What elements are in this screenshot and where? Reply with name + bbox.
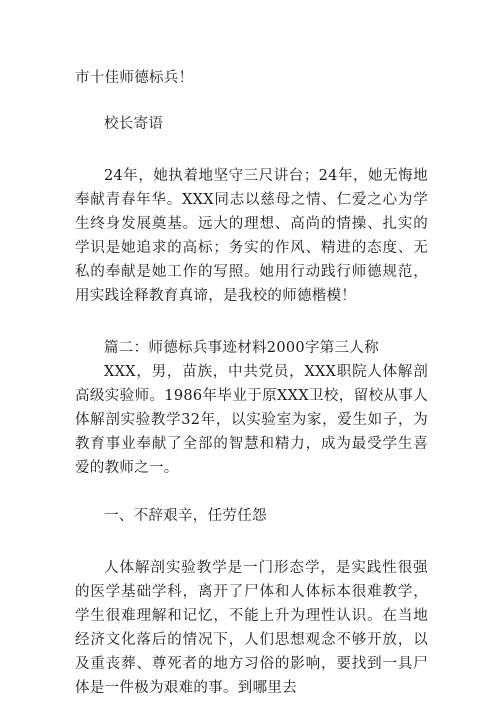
principal-message: 24年，她执着地坚守三尺讲台；24年，她无悔地奉献青春年华。XXX同志以慈母之情、仁爱之心为学生终身发展奠基。远大的理想、高尚的情操、扎实的学识是她追求的高标；务实的作风、精进的态度、无私的奉献是她工作的写照。她用行动践行师德规范，用实践诠释教育真谛，是我校的师德楷模！ (75, 168, 428, 304)
intro-paragraph: XXX，男，苗族，中共党员，XXX职院人体解剖高级实验师。1986年毕业于原XXX卫校，留校从事人体解剖实验教学32年，以实验室为家，爱生如子，为教育事业奉献了全部的智慧和精力，成为最受学生喜爱的教师之一。 (75, 364, 428, 476)
continuation-line: 市十佳师德标兵！ (75, 70, 194, 86)
section-paragraph: 人体解剖实验教学是一门形态学，是实践性很强的医学基础学科，离开了尸体和人体标本很难教学，学生很难理解和记忆，不能上升为理性认识。在当地经济文化落后的情况下，人们思想观念不够开放，以及重丧葬、尊死者的地方习俗的影响，要找到一具尸体是一件极为艰难的事。到哪里去 (75, 560, 428, 696)
article-title: 篇二：师德标兵事迹材料2000字第三人称 (104, 340, 379, 356)
section-heading: 一、不辞艰辛，任劳任怨 (104, 508, 267, 524)
principal-heading: 校长寄语 (104, 116, 164, 132)
